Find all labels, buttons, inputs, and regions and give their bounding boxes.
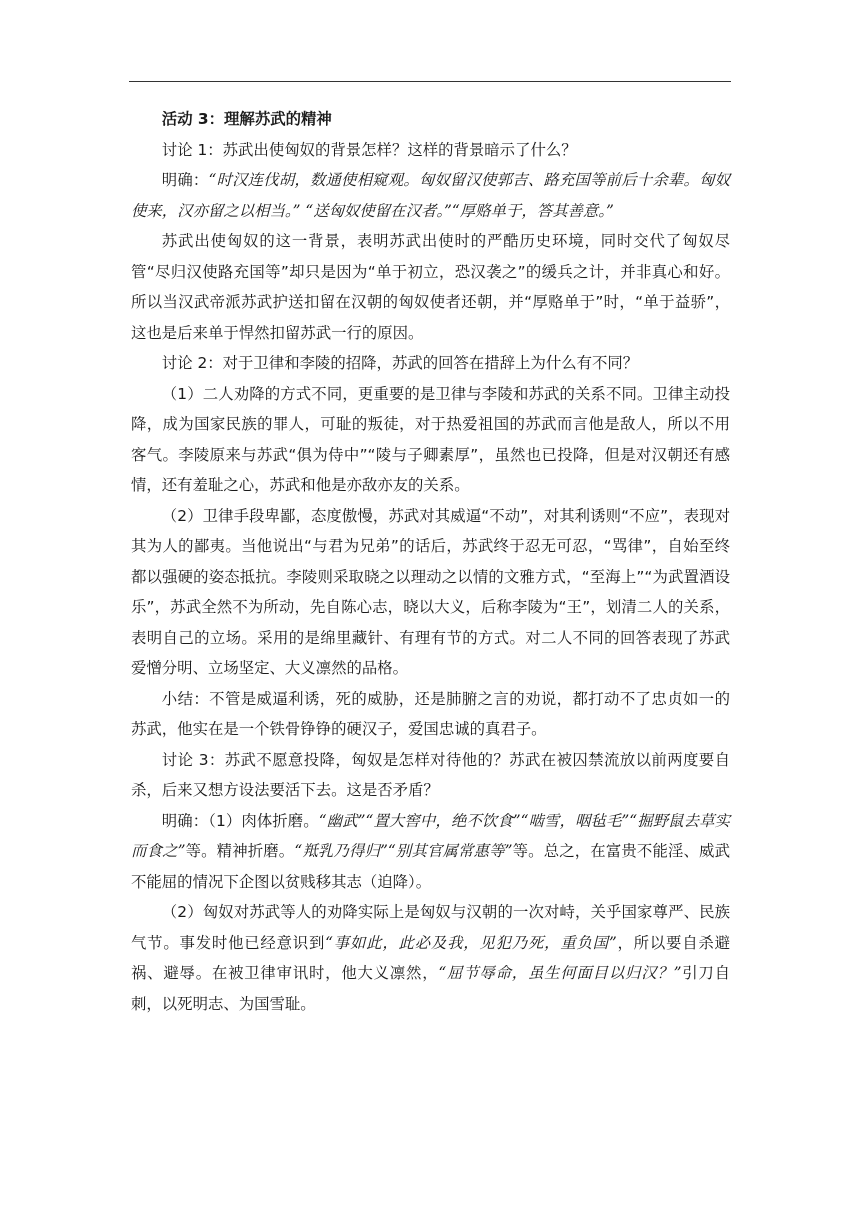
paragraph-text: “羝乳乃得归”“别其官属常惠等” [294,842,513,860]
paragraph-text: （2）匈奴对苏武等人的劝降实际上是匈奴与汉朝的一次对峙，关乎国家尊严、民族气节。事发时他已经意识到 [131,903,730,952]
paragraph-text: （1）二人劝降的方式不同，更重要的是卫律与李陵和苏武的关系不同。卫律主动投降，成为国家民族的罪人，可耻的叛徒，对于热爱祖国的苏武而言他是敌人，所以不用客气。李陵原来与苏武“俱为侍中”“陵与子卿素厚”，虽然也已投降，但是对汉朝还有感情，还有羞耻之心，苏武和他是亦敌亦友的关系。 [131,384,730,494]
paragraph-text: 引刀自刺，以死明志、为国雪耻。 [131,964,730,1013]
paragraph-text: 等。总之，在富贵不能淫、威武不能屈的情况下企图以贫贱移其志（迫降）。 [131,842,730,891]
section-heading: 活动 3：理解苏武的精神 [161,110,332,128]
header-rule [129,81,731,82]
paragraph-text: “幽武”“置大窖中，绝不饮食”“啮雪，咽毡毛”“掘野鼠去草实而食之” [131,811,731,860]
paragraph-d1-answer [131,165,730,226]
paragraph-text: 小结：不管是威逼利诱，死的威胁，还是肺腑之言的劝说，都打动不了忠贞如一的苏武，他实在是一个铁骨铮铮的硬汉子，爱国忠诚的真君子。 [131,689,730,738]
paragraph-text: ，所以要自杀避祸、避辱。在被卫律审讯时，他大义凛然， [131,933,730,982]
paragraph-text: 讨论 3：苏武不愿意投降，匈奴是怎样对待他的？苏武在被囚禁流放以前两度要自杀，后来又想方设法要活下去。这是否矛盾？ [131,750,730,799]
paragraph-text: 苏武出使匈奴的这一背景，表明苏武出使时的严酷历史环境，同时交代了匈奴尽管“尽归汉使路充国等”却只是因为“单于初立，恐汉袭之”的缓兵之计，并非真心和好。所以当汉武帝派苏武护送扣留在汉朝的匈奴使者还朝，并“厚赂单于”时，“单于益骄”，这也是后来单于悍然扣留苏武一行的原因。 [131,232,730,342]
paragraph-d3-answer1 [131,806,730,898]
document-body [131,104,730,1019]
paragraph-d2-question [131,348,730,379]
paragraph-d3-answer2 [131,897,730,1019]
paragraph-text: （2）卫律手段卑鄙，态度傲慢，苏武对其威逼“不动”，对其利诱则“不应”，表现对其为人的鄙夷。当他说出“与君为兄弟”的话后，苏武终于忍无可忍，“骂律”，自始至终都以强硬的姿态抵抗。李陵则采取晓之以理动之以情的文雅方式，“至海上”“为武置酒设乐”，苏武全然不为所动，先自陈心志，晓以大义，后称李陵为“王”，划清二人的关系，表明自己的立场。采用的是绵里藏针、有理有节的方式。对二人不同的回答表现了苏武爱憎分明、立场坚定、大义凛然的品格。 [131,506,730,677]
paragraph-text: 明确：（1）肉体折磨。 [161,811,319,830]
paragraph-d2-point1 [131,379,730,501]
paragraph-text: “时汉连伐胡，数通使相窥观。匈奴留汉使郭吉、路充国等前后十余辈。匈奴使来，汉亦留之以相当。” “送匈奴使留在汉者。”“厚赂单于，答其善意。” [131,171,730,220]
paragraph-d2-point2 [131,501,730,684]
paragraph-d1-question [131,135,730,166]
paragraph-list [131,135,730,1020]
paragraph-d1-analysis [131,226,730,348]
paragraph-d3-question [131,745,730,806]
paragraph-text: 明确： [161,171,209,189]
paragraph-text: 讨论 1：苏武出使匈奴的背景怎样？这样的背景暗示了什么？ [161,140,577,159]
paragraph-text: 讨论 2：对于卫律和李陵的招降，苏武的回答在措辞上为什么有不同？ [161,354,639,372]
paragraph-summary [131,684,730,745]
paragraph-text: “屈节辱命，虽生何面目以归汉？” [438,964,682,982]
paragraph-text: “事如此，此必及我，见犯乃死，重负国” [325,933,617,952]
paragraph-text: 等。精神折磨。 [185,842,295,860]
